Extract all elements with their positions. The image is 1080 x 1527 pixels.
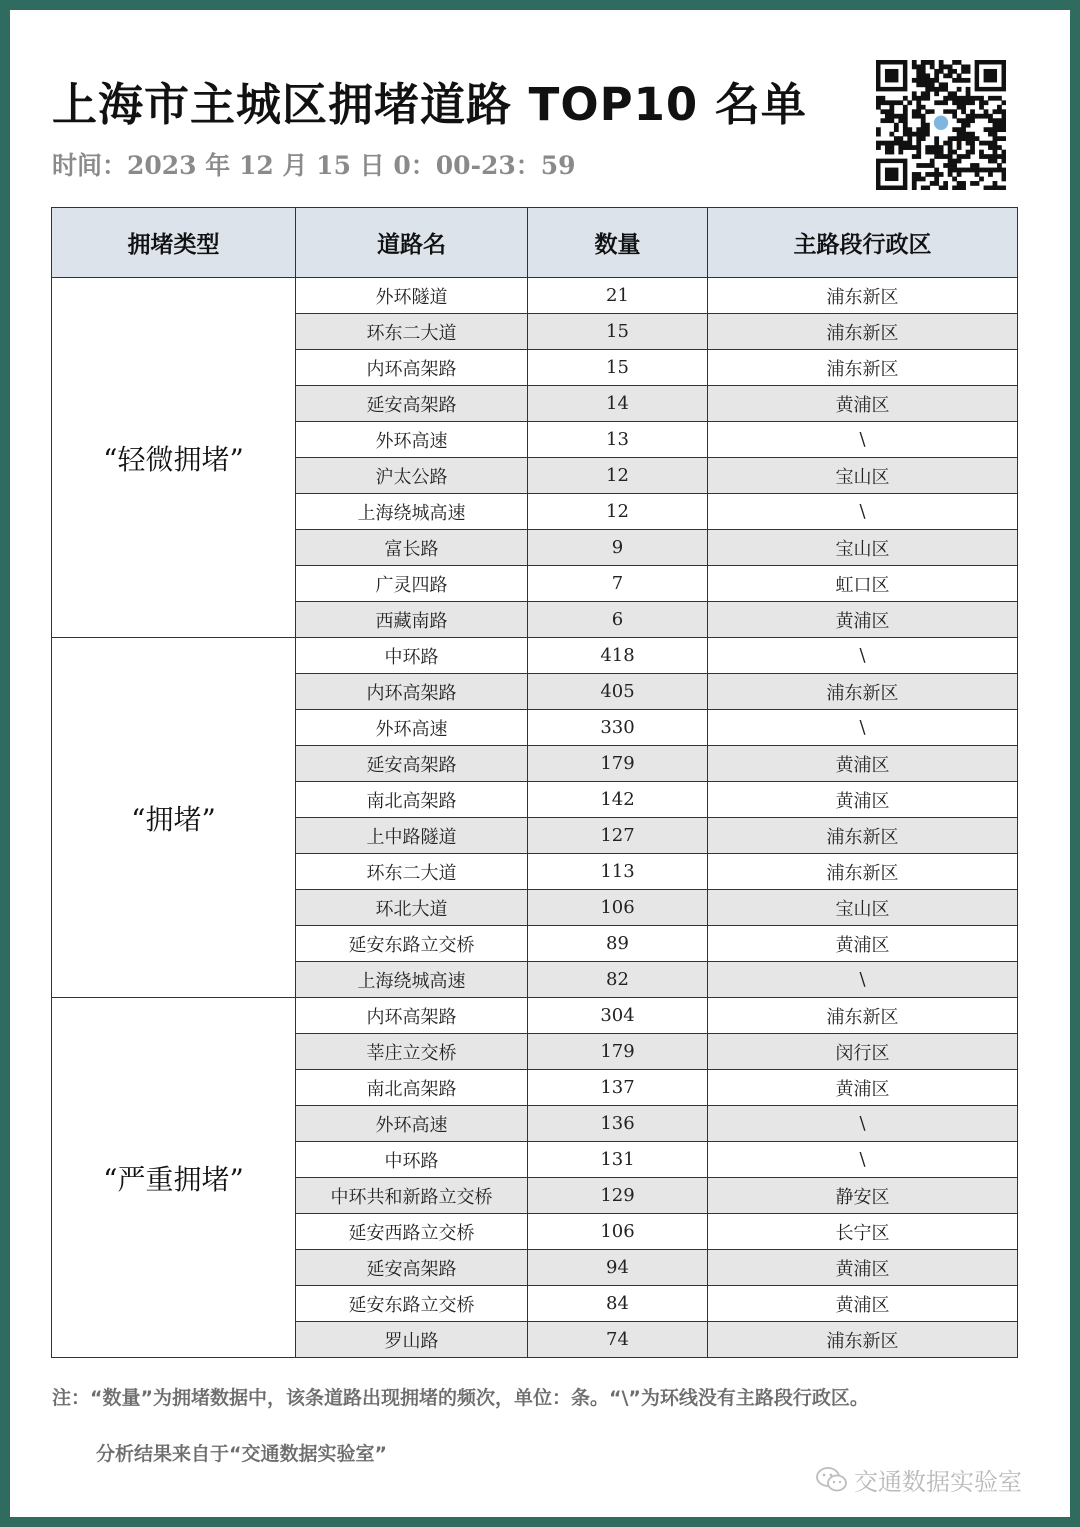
road-cell: 内环高架路: [296, 998, 528, 1034]
count-cell: 418: [528, 638, 708, 674]
district-cell: 浦东新区: [708, 998, 1018, 1034]
road-cell: 延安高架路: [296, 1250, 528, 1286]
count-cell: 179: [528, 746, 708, 782]
count-cell: 7: [528, 566, 708, 602]
count-cell: 179: [528, 1034, 708, 1070]
district-cell: 黄浦区: [708, 746, 1018, 782]
table-row: [52, 278, 1018, 314]
district-cell: 黄浦区: [708, 782, 1018, 818]
district-cell: 浦东新区: [708, 278, 1018, 314]
header-count: 数量: [528, 208, 708, 278]
district-cell: \: [708, 638, 1018, 674]
district-cell: 黄浦区: [708, 926, 1018, 962]
road-cell: 环北大道: [296, 890, 528, 926]
district-cell: 黄浦区: [708, 1250, 1018, 1286]
table-row: [52, 998, 1018, 1034]
count-cell: 142: [528, 782, 708, 818]
road-cell: 沪太公路: [296, 458, 528, 494]
district-cell: 浦东新区: [708, 854, 1018, 890]
road-cell: 富长路: [296, 530, 528, 566]
count-cell: 94: [528, 1250, 708, 1286]
road-cell: 中环路: [296, 638, 528, 674]
count-cell: 14: [528, 386, 708, 422]
road-cell: 南北高架路: [296, 782, 528, 818]
document-sheet: [10, 10, 1070, 1517]
district-cell: 黄浦区: [708, 1070, 1018, 1106]
road-cell: 环东二大道: [296, 314, 528, 350]
district-cell: 宝山区: [708, 890, 1018, 926]
category-cell: “严重拥堵”: [52, 998, 296, 1358]
road-cell: 西藏南路: [296, 602, 528, 638]
count-cell: 82: [528, 962, 708, 998]
count-cell: 106: [528, 890, 708, 926]
road-cell: 延安东路立交桥: [296, 1286, 528, 1322]
road-cell: 上海绕城高速: [296, 494, 528, 530]
count-cell: 136: [528, 1106, 708, 1142]
count-cell: 84: [528, 1286, 708, 1322]
time-range: 时间：2023 年 12 月 15 日 0：00-23：59: [52, 151, 576, 180]
table-header-row: [52, 208, 1018, 278]
district-cell: 浦东新区: [708, 818, 1018, 854]
watermark-text: 交通数据实验室: [854, 1468, 1022, 1496]
road-cell: 莘庄立交桥: [296, 1034, 528, 1070]
count-cell: 15: [528, 314, 708, 350]
road-cell: 内环高架路: [296, 350, 528, 386]
road-cell: 外环高速: [296, 422, 528, 458]
watermark: [816, 1462, 1022, 1497]
district-cell: 黄浦区: [708, 1286, 1018, 1322]
count-cell: 74: [528, 1322, 708, 1358]
road-cell: 内环高架路: [296, 674, 528, 710]
category-cell: “轻微拥堵”: [52, 278, 296, 638]
count-cell: 330: [528, 710, 708, 746]
table-row: [52, 638, 1018, 674]
header-type: 拥堵类型: [52, 208, 296, 278]
district-cell: 闵行区: [708, 1034, 1018, 1070]
count-cell: 6: [528, 602, 708, 638]
road-cell: 上海绕城高速: [296, 962, 528, 998]
count-cell: 131: [528, 1142, 708, 1178]
source-credit: 分析结果来自于“交通数据实验室”: [96, 1443, 387, 1465]
district-cell: 浦东新区: [708, 314, 1018, 350]
road-cell: 环东二大道: [296, 854, 528, 890]
district-cell: \: [708, 1142, 1018, 1178]
district-cell: \: [708, 962, 1018, 998]
district-cell: \: [708, 422, 1018, 458]
district-cell: 浦东新区: [708, 350, 1018, 386]
road-cell: 外环高速: [296, 710, 528, 746]
qr-code-icon: [876, 60, 1006, 190]
road-cell: 南北高架路: [296, 1070, 528, 1106]
road-cell: 中环共和新路立交桥: [296, 1178, 528, 1214]
count-cell: 304: [528, 998, 708, 1034]
category-cell: “拥堵”: [52, 638, 296, 998]
road-cell: 延安东路立交桥: [296, 926, 528, 962]
footnote: 注：“数量”为拥堵数据中，该条道路出现拥堵的频次，单位：条。“\”为环线没有主路段行政区。: [52, 1387, 869, 1409]
page-title: 上海市主城区拥堵道路 TOP10 名单: [52, 78, 807, 131]
count-cell: 12: [528, 458, 708, 494]
congestion-table: [51, 207, 1018, 1358]
district-cell: 黄浦区: [708, 602, 1018, 638]
header-district: 主路段行政区: [708, 208, 1018, 278]
count-cell: 13: [528, 422, 708, 458]
district-cell: 静安区: [708, 1178, 1018, 1214]
road-cell: 外环隧道: [296, 278, 528, 314]
road-cell: 广灵四路: [296, 566, 528, 602]
count-cell: 405: [528, 674, 708, 710]
district-cell: 长宁区: [708, 1214, 1018, 1250]
district-cell: 虹口区: [708, 566, 1018, 602]
count-cell: 12: [528, 494, 708, 530]
count-cell: 129: [528, 1178, 708, 1214]
district-cell: 宝山区: [708, 458, 1018, 494]
count-cell: 9: [528, 530, 708, 566]
count-cell: 127: [528, 818, 708, 854]
count-cell: 113: [528, 854, 708, 890]
road-cell: 中环路: [296, 1142, 528, 1178]
road-cell: 延安高架路: [296, 746, 528, 782]
count-cell: 15: [528, 350, 708, 386]
district-cell: \: [708, 1106, 1018, 1142]
count-cell: 106: [528, 1214, 708, 1250]
district-cell: 宝山区: [708, 530, 1018, 566]
district-cell: 浦东新区: [708, 674, 1018, 710]
district-cell: \: [708, 494, 1018, 530]
district-cell: 浦东新区: [708, 1322, 1018, 1358]
road-cell: 延安高架路: [296, 386, 528, 422]
count-cell: 21: [528, 278, 708, 314]
road-cell: 上中路隧道: [296, 818, 528, 854]
road-cell: 罗山路: [296, 1322, 528, 1358]
count-cell: 137: [528, 1070, 708, 1106]
district-cell: 黄浦区: [708, 386, 1018, 422]
road-cell: 延安西路立交桥: [296, 1214, 528, 1250]
header-road: 道路名: [296, 208, 528, 278]
wechat-icon: [816, 1467, 848, 1493]
road-cell: 外环高速: [296, 1106, 528, 1142]
district-cell: \: [708, 710, 1018, 746]
count-cell: 89: [528, 926, 708, 962]
